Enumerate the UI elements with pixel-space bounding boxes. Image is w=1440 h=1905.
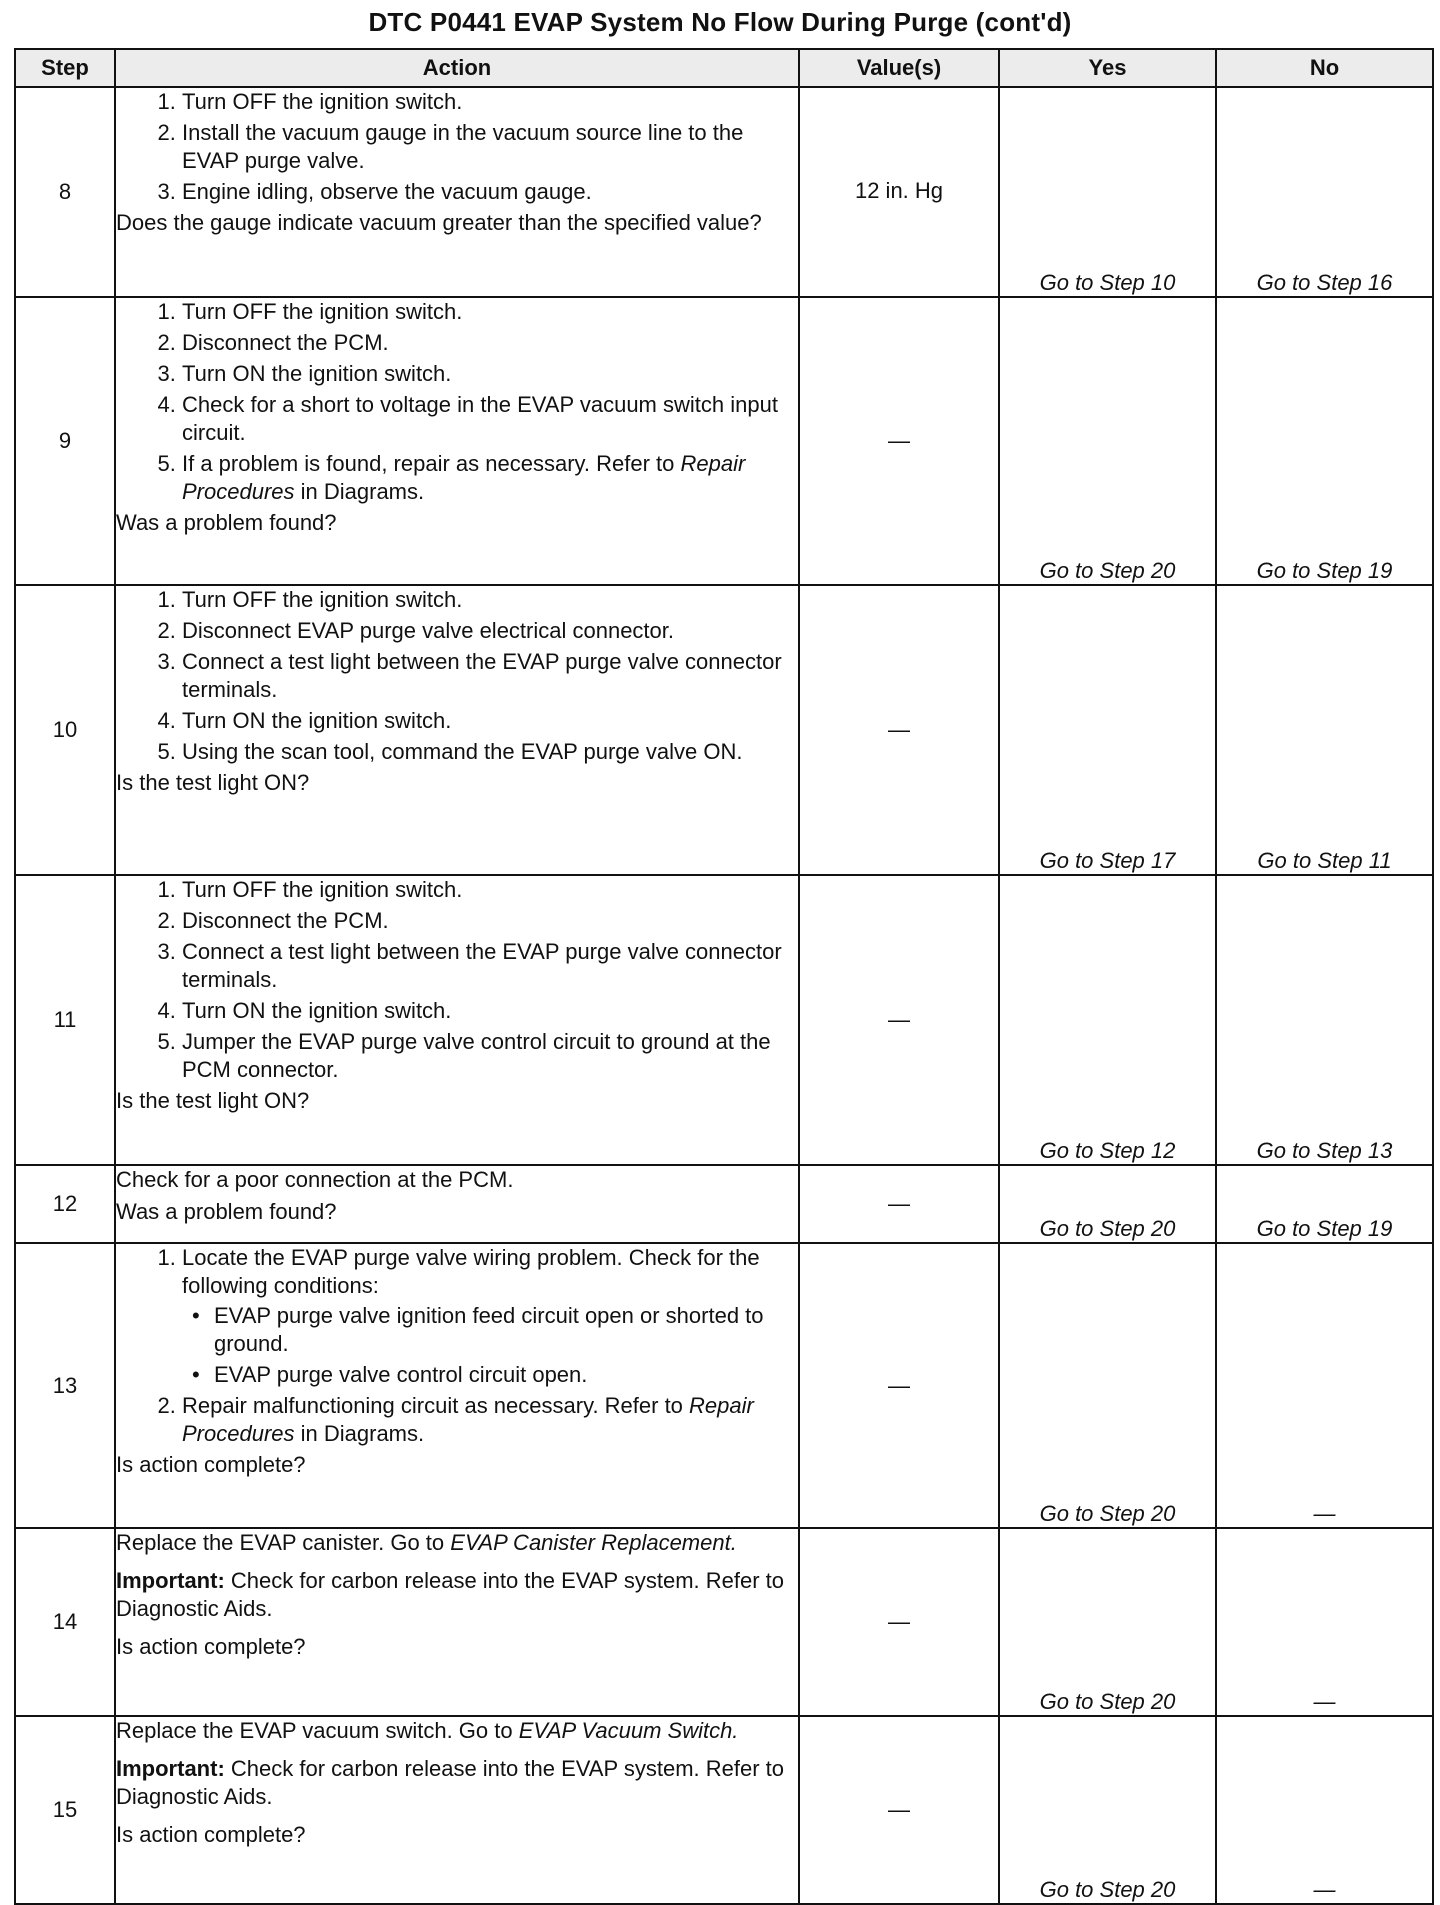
no-cell: Go to Step 19 xyxy=(1216,1165,1433,1243)
column-header-step: Step xyxy=(15,49,115,87)
diagnostic-table xyxy=(14,48,1434,1905)
action-cell xyxy=(115,875,799,1165)
value-cell: — xyxy=(799,1165,999,1243)
action-step: 3. Connect a test light between the EVAP purge valve connector terminals. xyxy=(182,938,798,994)
important-text: Check for carbon release into the EVAP system. Refer to Diagnostic Aids. xyxy=(116,1756,785,1809)
no-cell: — xyxy=(1216,1716,1433,1904)
action-cell xyxy=(115,87,799,297)
value-cell: 12 in. Hg xyxy=(799,87,999,297)
column-header-action: Action xyxy=(115,49,799,87)
important-text: Check for carbon release into the EVAP system. Refer to Diagnostic Aids. xyxy=(116,1568,785,1621)
yes-cell: Go to Step 20 xyxy=(999,1528,1216,1716)
value-cell: — xyxy=(799,1716,999,1904)
yes-cell: Go to Step 12 xyxy=(999,875,1216,1165)
page-title: DTC P0441 EVAP System No Flow During Purge (cont'd) xyxy=(368,7,1072,37)
step-number: 12 xyxy=(15,1165,115,1243)
table-row xyxy=(15,1716,1433,1904)
action-steps xyxy=(116,298,798,506)
table-row xyxy=(15,87,1433,297)
action-question: Is action complete? xyxy=(116,1822,306,1847)
action-step: 2. Disconnect the PCM. xyxy=(182,329,798,357)
no-cell: Go to Step 16 xyxy=(1216,87,1433,297)
action-step: 5. Jumper the EVAP purge valve control circuit to ground at the PCM connector. xyxy=(182,1028,798,1084)
no-cell: Go to Step 19 xyxy=(1216,297,1433,585)
action-steps xyxy=(116,876,798,1084)
important-note xyxy=(116,1567,798,1623)
action-cell xyxy=(115,1716,799,1904)
action-step: 3. Engine idling, observe the vacuum gauge. xyxy=(182,178,798,206)
yes-cell: Go to Step 20 xyxy=(999,297,1216,585)
step-number: 9 xyxy=(15,297,115,585)
column-header-yes: Yes xyxy=(999,49,1216,87)
value-cell: — xyxy=(799,875,999,1165)
action-step: 4. Turn ON the ignition switch. xyxy=(182,707,798,735)
action-step: 1. Turn OFF the ignition switch. xyxy=(182,586,798,614)
action-text xyxy=(116,1717,798,1745)
yes-cell: Go to Step 17 xyxy=(999,585,1216,875)
action-question: Is the test light ON? xyxy=(116,770,310,795)
condition-item: • EVAP purge valve control circuit open. xyxy=(214,1361,798,1389)
action-step: 4. Check for a short to voltage in the EVAP vacuum switch input circuit. xyxy=(182,391,798,447)
action-step-text: Locate the EVAP purge valve wiring problem. Check for the following conditions: xyxy=(182,1245,760,1298)
action-step: 2. Disconnect EVAP purge valve electrical connector. xyxy=(182,617,798,645)
action-question: Is the test light ON? xyxy=(116,1088,310,1113)
reference-link-text: EVAP Vacuum Switch. xyxy=(518,1718,739,1743)
action-step-text: If a problem is found, repair as necessary. Refer to xyxy=(182,451,675,476)
no-cell: Go to Step 13 xyxy=(1216,875,1433,1165)
action-question: Does the gauge indicate vacuum greater than the specified value? xyxy=(116,210,762,235)
step-number: 15 xyxy=(15,1716,115,1904)
action-step: 1. Turn OFF the ignition switch. xyxy=(182,298,798,326)
value-cell: — xyxy=(799,585,999,875)
action-step: 3. Connect a test light between the EVAP purge valve connector terminals. xyxy=(182,648,798,704)
action-step: 1. Turn OFF the ignition switch. xyxy=(182,876,798,904)
action-question: Is action complete? xyxy=(116,1634,306,1659)
action-step: 3. Turn ON the ignition switch. xyxy=(182,360,798,388)
action-step xyxy=(182,450,798,506)
step-number: 11 xyxy=(15,875,115,1165)
action-question: Was a problem found? xyxy=(116,1199,337,1224)
table-row xyxy=(15,585,1433,875)
table-row xyxy=(15,297,1433,585)
yes-cell: Go to Step 20 xyxy=(999,1716,1216,1904)
yes-cell: Go to Step 10 xyxy=(999,87,1216,297)
action-steps xyxy=(116,88,798,206)
reference-link-text: Repair Procedures xyxy=(182,1393,754,1446)
action-text-plain: Replace the EVAP canister. Go to xyxy=(116,1530,445,1555)
action-text: Check for a poor connection at the PCM. xyxy=(116,1167,514,1192)
step-number: 13 xyxy=(15,1243,115,1528)
table-header-row xyxy=(15,49,1433,87)
no-cell: — xyxy=(1216,1528,1433,1716)
action-steps xyxy=(116,1244,798,1448)
action-step-text: Repair malfunctioning circuit as necessary. Refer to xyxy=(182,1393,683,1418)
yes-cell: Go to Step 20 xyxy=(999,1165,1216,1243)
action-step: 1. Turn OFF the ignition switch. xyxy=(182,88,798,116)
yes-cell: Go to Step 20 xyxy=(999,1243,1216,1528)
action-step: 2. Disconnect the PCM. xyxy=(182,907,798,935)
reference-link-text: Repair Procedures xyxy=(182,451,746,504)
action-cell xyxy=(115,297,799,585)
action-step xyxy=(182,1244,798,1389)
condition-list xyxy=(182,1302,798,1389)
action-cell xyxy=(115,1528,799,1716)
value-cell: — xyxy=(799,1243,999,1528)
column-header-values: Value(s) xyxy=(799,49,999,87)
action-cell xyxy=(115,585,799,875)
condition-item: • EVAP purge valve ignition feed circuit open or shorted to ground. xyxy=(214,1302,798,1358)
important-note xyxy=(116,1755,798,1811)
column-header-no: No xyxy=(1216,49,1433,87)
action-question: Was a problem found? xyxy=(116,510,337,535)
action-step: 2. Install the vacuum gauge in the vacuum source line to the EVAP purge valve. xyxy=(182,119,798,175)
action-cell xyxy=(115,1165,799,1243)
step-number: 14 xyxy=(15,1528,115,1716)
no-cell: Go to Step 11 xyxy=(1216,585,1433,875)
table-row xyxy=(15,1243,1433,1528)
action-steps xyxy=(116,586,798,766)
value-cell: — xyxy=(799,297,999,585)
important-label: Important: xyxy=(116,1568,225,1593)
action-text-plain: Replace the EVAP vacuum switch. Go to xyxy=(116,1718,513,1743)
step-number: 10 xyxy=(15,585,115,875)
table-row xyxy=(15,875,1433,1165)
action-question: Is action complete? xyxy=(116,1452,306,1477)
action-step: 5. Using the scan tool, command the EVAP purge valve ON. xyxy=(182,738,798,766)
reference-link-text: EVAP Canister Replacement. xyxy=(450,1530,737,1555)
table-row xyxy=(15,1528,1433,1716)
action-cell xyxy=(115,1243,799,1528)
table-row xyxy=(15,1165,1433,1243)
step-number: 8 xyxy=(15,87,115,297)
action-step xyxy=(182,1392,798,1448)
action-step-text: in Diagrams. xyxy=(300,479,425,504)
important-label: Important: xyxy=(116,1756,225,1781)
action-step: 4. Turn ON the ignition switch. xyxy=(182,997,798,1025)
action-step-text: in Diagrams. xyxy=(300,1421,425,1446)
action-text xyxy=(116,1529,798,1557)
no-cell: — xyxy=(1216,1243,1433,1528)
value-cell: — xyxy=(799,1528,999,1716)
